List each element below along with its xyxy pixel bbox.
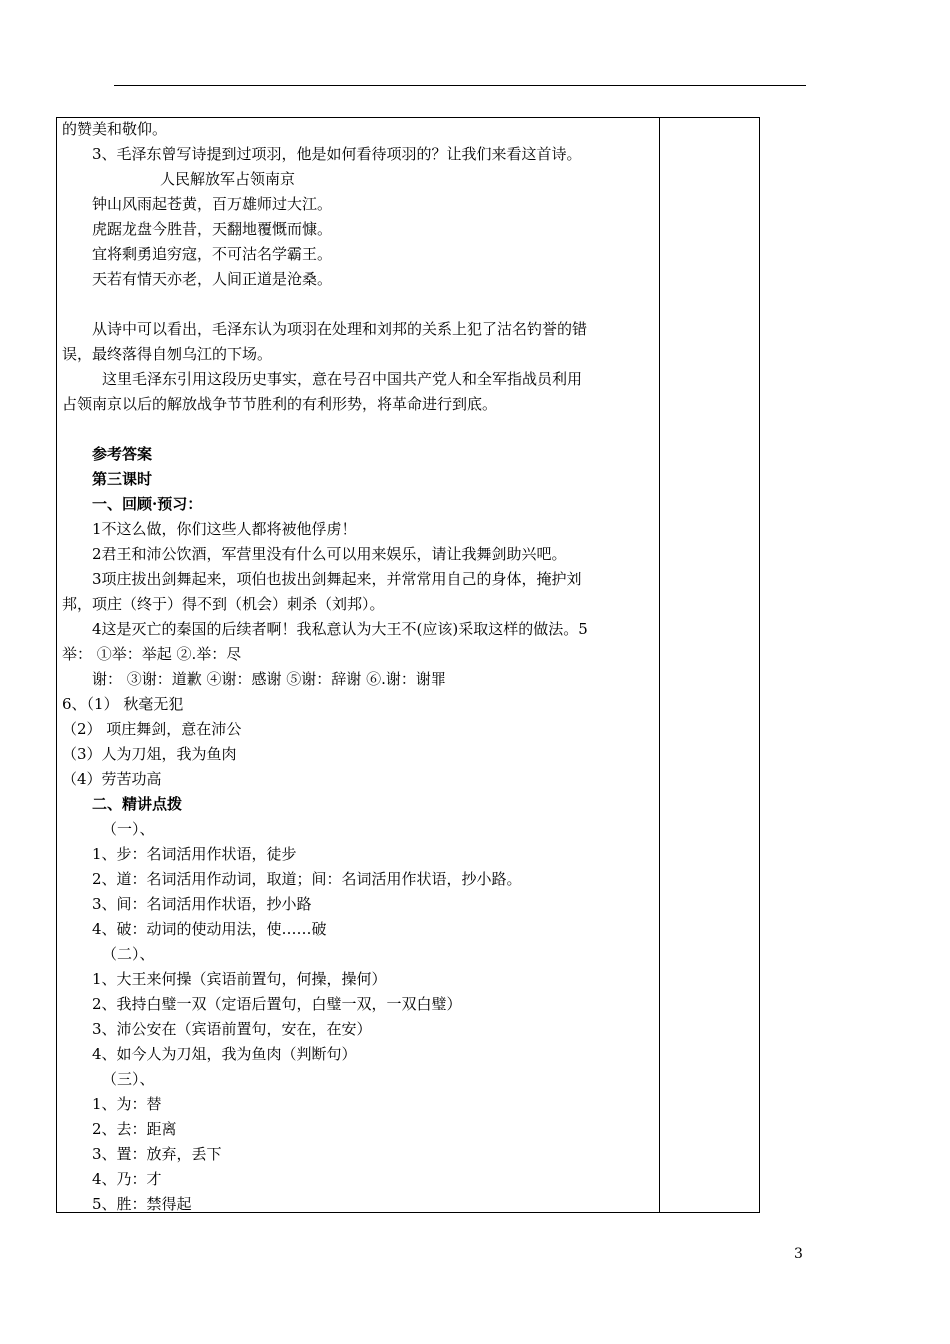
page-number: 3 <box>794 1246 803 1262</box>
text-line: 人民解放军占领南京 <box>160 170 296 188</box>
text-line: （3）人为刀俎，我为鱼肉 <box>62 745 237 763</box>
text-line: 钟山风雨起苍黄，百万雄师过大江。 <box>92 195 333 213</box>
text-line: （三）、 <box>102 1070 155 1088</box>
text-line: 谢： ③谢：道歉 ④谢：感谢 ⑤谢：辞谢 ⑥.谢：谢罪 <box>92 670 446 688</box>
header-rule <box>114 85 806 86</box>
text-line: （4）劳苦功高 <box>62 770 162 788</box>
text-line: 2、道：名词活用作动词，取道；间：名词活用作状语，抄小路。 <box>92 870 522 888</box>
text-line: 2、去：距离 <box>92 1120 177 1138</box>
text-line: 2、我持白璧一双（定语后置句，白璧一双，一双白璧） <box>92 995 462 1013</box>
text-line: 4、乃：才 <box>92 1170 162 1188</box>
text-line: （一）、 <box>102 820 155 838</box>
main-text-cell <box>62 117 656 1217</box>
text-line: 3、间：名词活用作状语，抄小路 <box>92 895 312 913</box>
text-line: 这里毛泽东引用这段历史事实，意在号召中国共产党人和全军指战员利用 <box>102 370 583 388</box>
text-line: 5、胜：禁得起 <box>92 1195 192 1213</box>
section-heading: 二、精讲点拨 <box>92 795 183 813</box>
section-heading: 第三课时 <box>92 470 153 488</box>
text-line: 天若有情天亦老，人间正道是沧桑。 <box>92 270 333 288</box>
text-line: 4、如今人为刀俎，我为鱼肉（判断句） <box>92 1045 357 1063</box>
text-line: 虎踞龙盘今胜昔，天翻地覆慨而慷。 <box>92 220 333 238</box>
text-line: 误，最终落得自刎乌江的下场。 <box>62 345 273 363</box>
blank-line <box>62 417 656 442</box>
text-line: 4这是灭亡的秦国的后续者啊！我私意认为大王不(应该)采取这样的做法。5 <box>92 620 588 638</box>
text-line: 1不这么做，你们这些人都将被他俘虏！ <box>92 520 357 538</box>
text-line: 3、毛泽东曾写诗提到过项羽，他是如何看待项羽的？让我们来看这首诗。 <box>92 145 582 163</box>
text-line: （2） 项庄舞剑，意在沛公 <box>62 720 242 738</box>
section-heading: 参考答案 <box>92 445 153 463</box>
text-line: 1、大王来何操（宾语前置句，何操，操何） <box>92 970 387 988</box>
text-line: 的赞美和敬仰。 <box>62 120 168 138</box>
text-line: 3、沛公安在（宾语前置句，安在，在安） <box>92 1020 372 1038</box>
text-line: 从诗中可以看出，毛泽东认为项羽在处理和刘邦的关系上犯了沽名钓誉的错 <box>92 320 588 338</box>
text-line: 举： ①举：举起 ②.举：尽 <box>62 645 242 663</box>
text-line: 邦，项庄（终于）得不到（机会）刺杀（刘邦）。 <box>62 595 385 613</box>
table-column-divider <box>659 117 660 1213</box>
text-line: 1、步：名词活用作状语，徒步 <box>92 845 297 863</box>
text-line: 宜将剩勇追穷寇，不可沽名学霸王。 <box>92 245 333 263</box>
text-line: 3项庄拔出剑舞起来，项伯也拔出剑舞起来，并常常用自己的身体，掩护刘 <box>92 570 582 588</box>
text-line: 2君王和沛公饮酒，军营里没有什么可以用来娱乐，请让我舞剑助兴吧。 <box>92 545 567 563</box>
text-line: 1、为：替 <box>92 1095 162 1113</box>
section-heading: 一、回顾·预习： <box>92 495 203 513</box>
text-line: 3、置：放弃，丢下 <box>92 1145 222 1163</box>
text-line: 6、（1） 秋毫无犯 <box>62 695 184 713</box>
blank-line <box>62 292 656 317</box>
text-line: （二）、 <box>102 945 155 963</box>
text-line: 4、破：动词的使动用法，使……破 <box>92 920 327 938</box>
text-line: 占领南京以后的解放战争节节胜利的有利形势，将革命进行到底。 <box>62 395 498 413</box>
